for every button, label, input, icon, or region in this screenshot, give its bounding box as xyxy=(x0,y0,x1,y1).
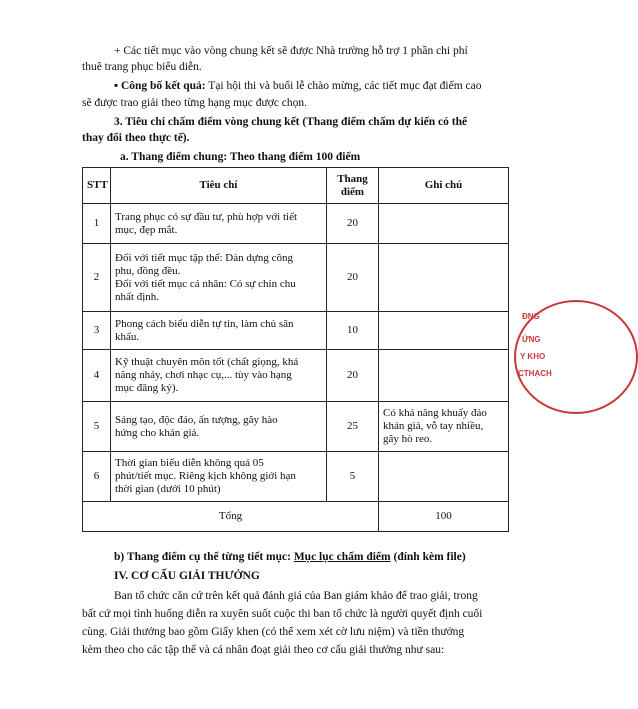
seal-text: Y KHO xyxy=(520,352,546,361)
scoring-index-link[interactable]: Mục lục chấm điểm xyxy=(293,551,391,563)
awards-paragraph-line4: kèm theo cho các tập thể và cá nhân đoạt giải theo cơ cấu giải thưởng như sau: xyxy=(82,644,445,656)
row-criteria xyxy=(111,244,327,312)
note-line: gây hò reo. xyxy=(383,433,433,445)
detailed-scale-suffix: (đính kèm file) xyxy=(390,551,466,563)
row-stt: 1 xyxy=(83,204,111,244)
criteria-line: Thời gian biểu diễn không quá 05 xyxy=(115,457,264,469)
official-seal-stamp xyxy=(508,300,552,410)
row-score: 20 xyxy=(327,350,379,402)
seal-text: ỨNG xyxy=(522,335,541,344)
table-row xyxy=(83,452,509,502)
header-stt: STT xyxy=(83,168,111,204)
row-stt: 4 xyxy=(83,350,111,402)
table-row xyxy=(83,350,509,402)
row-criteria xyxy=(111,452,327,502)
row-criteria xyxy=(111,312,327,350)
section-heading-awards: IV. CƠ CẤU GIẢI THƯỞNG xyxy=(114,570,260,582)
scoring-table xyxy=(82,167,509,532)
detailed-scale-prefix: b) Thang điểm cụ thể từng tiết mục: xyxy=(114,551,294,563)
table-row xyxy=(83,244,509,312)
table-total-row xyxy=(83,502,509,532)
bullet-icon: ▪ xyxy=(114,80,119,92)
row-score: 20 xyxy=(327,204,379,244)
table-header-row xyxy=(83,168,509,204)
seal-text: CTHẠCH xyxy=(518,369,552,378)
criteria-line: phu, đồng đều. xyxy=(115,264,181,277)
criteria-line: hứng cho khán giả. xyxy=(115,426,200,439)
row-note xyxy=(379,204,509,244)
row-stt: 6 xyxy=(83,452,111,502)
awards-paragraph-line2: bất cứ mọi tình huống diễn ra xuyên suốt cuộc thi ban tổ chức là người quyết định cuối xyxy=(82,608,483,620)
criteria-line: khấu. xyxy=(115,330,140,343)
row-criteria xyxy=(111,204,327,244)
row-note xyxy=(379,312,509,350)
header-criteria: Tiêu chí xyxy=(111,168,327,204)
row-criteria xyxy=(111,350,327,402)
row-stt: 3 xyxy=(83,312,111,350)
awards-paragraph-line1: Ban tổ chức căn cứ trên kết quả đánh giá của Ban giám khảo để trao giải, trong xyxy=(114,590,478,602)
criteria-line: thời gian (dưới 10 phút) xyxy=(115,483,221,495)
criteria-line: phút/tiết mục. Riêng kịch không giới hạn xyxy=(115,470,296,482)
row-stt: 2 xyxy=(83,244,111,312)
criteria-heading-line2: thay đổi theo thực tế). xyxy=(82,132,190,144)
criteria-line: Kỹ thuật chuyên môn tốt (chất giọng, khả xyxy=(115,356,299,368)
paragraph-results-line1 xyxy=(114,79,482,93)
subheading-detailed-scale xyxy=(114,550,466,564)
criteria-line: Sáng tạo, độc đáo, ấn tượng, gây hào xyxy=(115,413,278,426)
criteria-line: Phong cách biểu diễn tự tin, làm chủ sân xyxy=(115,317,294,330)
criteria-line: mục, đẹp mắt. xyxy=(115,223,178,236)
criteria-line: mục đăng ký). xyxy=(115,382,179,394)
criteria-line: Đối với tiết mục cá nhân: Có sự chỉn chu xyxy=(115,277,296,290)
subheading-general-scale: a. Thang điểm chung: Theo thang điểm 100 điểm xyxy=(120,151,361,163)
note-line: Có khả năng khuấy đảo xyxy=(383,407,487,419)
awards-paragraph-line3: cùng. Giải thưởng bao gồm Giấy khen (có thể xem xét cờ lưu niệm) và tiền thưởng xyxy=(82,626,465,638)
table-row xyxy=(83,204,509,244)
table-row xyxy=(83,312,509,350)
row-score: 25 xyxy=(327,402,379,452)
total-label: Tổng xyxy=(83,502,379,532)
total-value: 100 xyxy=(379,502,509,532)
paragraph-support-line2: thuê trang phục biểu diễn. xyxy=(82,61,202,73)
table-row xyxy=(83,402,509,452)
results-label: Công bố kết quả: xyxy=(120,80,206,92)
note-line: khán giả, vỗ tay nhiều, xyxy=(383,420,484,432)
criteria-line: nhất định. xyxy=(115,290,159,303)
criteria-line: năng nhảy, chơi nhạc cụ,... tùy vào hạng xyxy=(115,369,292,381)
seal-text: ĐNG xyxy=(522,312,540,321)
criteria-line: Trang phục có sự đầu tư, phù hợp với tiết xyxy=(115,210,298,223)
paragraph-support-line1: + Các tiết mục vào vòng chung kết sẽ được Nhà trường hỗ trợ 1 phần chi phí xyxy=(114,45,468,57)
header-score xyxy=(327,168,379,204)
row-score: 5 xyxy=(327,452,379,502)
header-score-line1: Thang xyxy=(337,172,368,185)
row-criteria xyxy=(111,402,327,452)
paragraph-results-line2: sẽ được trao giải theo từng hạng mục được chọn. xyxy=(82,97,308,109)
row-note xyxy=(379,452,509,502)
criteria-line: Đối với tiết mục tập thể: Dàn dựng công xyxy=(115,251,293,264)
row-note xyxy=(379,402,509,452)
row-stt: 5 xyxy=(83,402,111,452)
header-score-line2: điểm xyxy=(340,185,365,198)
header-note: Ghi chú xyxy=(379,168,509,204)
row-note xyxy=(379,350,509,402)
row-score: 20 xyxy=(327,244,379,312)
row-score: 10 xyxy=(327,312,379,350)
results-text: Tại hội thi và buổi lễ chào mừng, các tiết mục đạt điểm cao xyxy=(205,80,482,92)
criteria-heading-line1: 3. Tiêu chí chấm điểm vòng chung kết (Thang điểm chấm dự kiến có thể xyxy=(114,116,468,128)
row-note xyxy=(379,244,509,312)
